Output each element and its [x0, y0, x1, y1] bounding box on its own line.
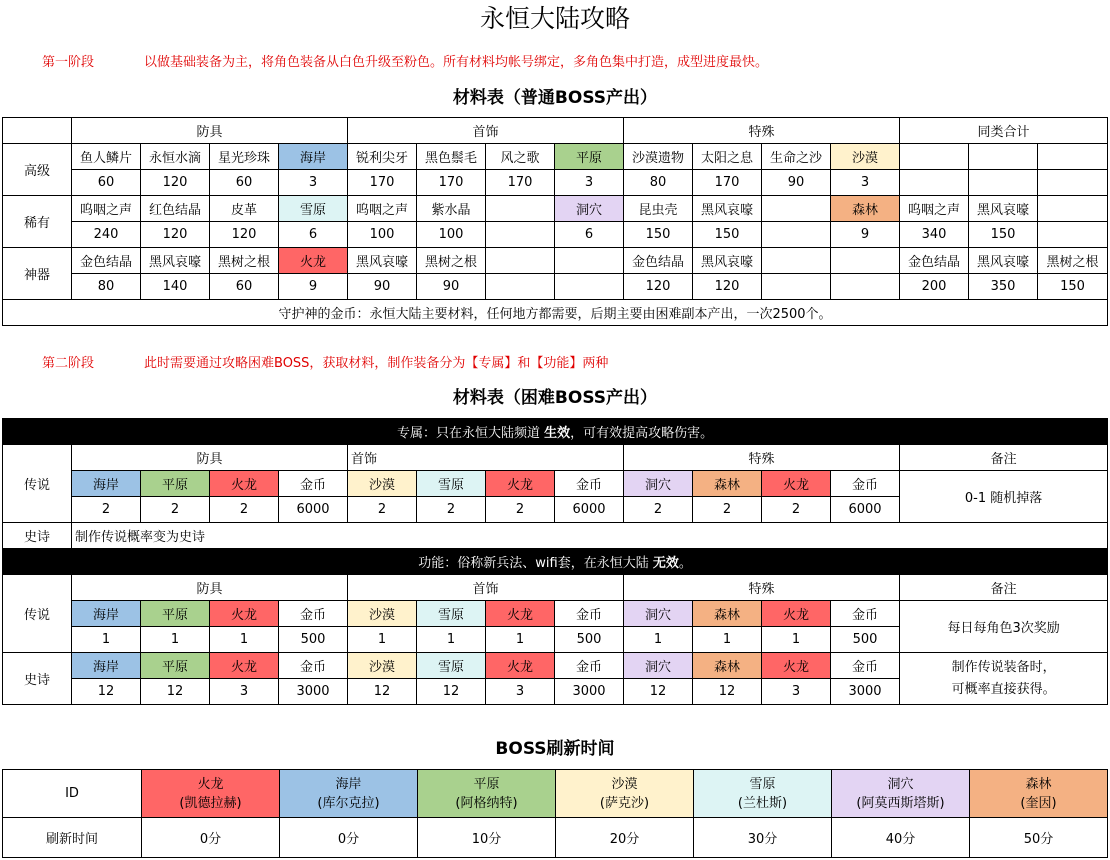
- material-value: 1: [210, 627, 279, 653]
- group-jewelry: 首饰: [348, 118, 624, 144]
- functional-legend-note: 每日每角色3次奖励: [900, 601, 1108, 653]
- stage1-label: 第一阶段: [42, 55, 95, 70]
- area-snow: 雪原: [417, 601, 486, 627]
- group-total: 同类合计: [900, 118, 1108, 144]
- boss-name: 平原: [473, 776, 500, 792]
- material-name: 黑色鬃毛: [417, 144, 486, 170]
- material-name: [555, 248, 624, 274]
- refresh-time: 40分: [832, 818, 970, 858]
- material-value: 6: [555, 222, 624, 248]
- group-armor: 防具: [72, 445, 348, 471]
- boss-sub: (库尔克拉): [317, 795, 380, 811]
- table1-footer: 守护神的金币：永恒大陆主要材料，任何地方都需要，后期主要由困难副本产出，一次2500个。: [3, 300, 1108, 326]
- material-value: 3: [555, 170, 624, 196]
- material-value: 170: [417, 170, 486, 196]
- gold-label: 金币: [555, 653, 624, 679]
- material-value: [762, 274, 831, 300]
- material-name: 太阳之息: [693, 144, 762, 170]
- material-value: 120: [141, 170, 210, 196]
- material-value: 9: [279, 274, 348, 300]
- boss-cave: [832, 770, 970, 818]
- refresh-time: 10分: [418, 818, 556, 858]
- material-value: 12: [624, 679, 693, 705]
- gold-label: 金币: [279, 471, 348, 497]
- material-value: 1: [762, 627, 831, 653]
- material-value: [900, 170, 969, 196]
- material-name: 红色结晶: [141, 196, 210, 222]
- material-value: 12: [348, 679, 417, 705]
- material-value: [831, 274, 900, 300]
- boss-sub: (凯德拉赫): [179, 795, 242, 811]
- exclusive-note: 0-1 随机掉落: [900, 471, 1108, 523]
- material-value: 170: [486, 170, 555, 196]
- refresh-time: 20分: [556, 818, 694, 858]
- table-row: [3, 144, 1108, 170]
- material-name: 皮革: [210, 196, 279, 222]
- functional-epic-note: [900, 653, 1108, 705]
- material-name: 生命之沙: [762, 144, 831, 170]
- material-value: 90: [762, 170, 831, 196]
- material-value: 240: [72, 222, 141, 248]
- group-special: 特殊: [624, 118, 900, 144]
- material-value: 500: [555, 627, 624, 653]
- area-desert: 沙漠: [348, 601, 417, 627]
- exclusive-banner: [3, 419, 1108, 445]
- gold-label: 金币: [831, 471, 900, 497]
- area-sea: 海岸: [72, 601, 141, 627]
- page-title: 永恒大陆攻略: [479, 4, 630, 33]
- material-value: 80: [72, 274, 141, 300]
- material-value: 12: [417, 679, 486, 705]
- table-row: [3, 196, 1108, 222]
- material-value: 60: [210, 274, 279, 300]
- material-value: 1: [348, 627, 417, 653]
- stage2-text: 此时需要通过攻略困难BOSS，获取材料，制作装备分为【专属】和【功能】两种: [144, 356, 609, 371]
- id-label: ID: [3, 770, 142, 818]
- material-name: 呜咽之声: [348, 196, 417, 222]
- corner-cell: [3, 118, 72, 144]
- boss-sub: (萨克沙): [599, 795, 650, 811]
- material-name: [831, 248, 900, 274]
- material-name: 黑树之根: [1038, 248, 1108, 274]
- material-name: 呜咽之声: [900, 196, 969, 222]
- area-fire-dragon: 火龙: [210, 653, 279, 679]
- material-name: 黑树之根: [210, 248, 279, 274]
- area-fire-dragon: 火龙: [486, 601, 555, 627]
- boss-desert: [556, 770, 694, 818]
- material-name: 金色结晶: [900, 248, 969, 274]
- material-value: 2: [417, 497, 486, 523]
- material-value: [1038, 170, 1108, 196]
- functional-banner-text-end: 。: [678, 556, 692, 571]
- material-value: 2: [624, 497, 693, 523]
- exclusive-epic-text: 制作传说概率变为史诗: [72, 523, 1108, 549]
- material-value: 90: [348, 274, 417, 300]
- functional-epic-label: 史诗: [3, 653, 72, 705]
- boss-sub: (阿莫西斯塔斯): [856, 795, 945, 811]
- material-value: 12: [141, 679, 210, 705]
- material-value: 120: [624, 274, 693, 300]
- exclusive-epic-label: 史诗: [3, 523, 72, 549]
- material-value: 500: [831, 627, 900, 653]
- refresh-time: 0分: [280, 818, 418, 858]
- material-name: 永恒水滴: [141, 144, 210, 170]
- material-name: [1038, 196, 1108, 222]
- material-value: 500: [279, 627, 348, 653]
- material-value: 340: [900, 222, 969, 248]
- table1-title: 材料表（普通BOSS产出）: [452, 88, 658, 108]
- boss-plain: [418, 770, 556, 818]
- material-value: 60: [72, 170, 141, 196]
- table-row: [3, 601, 1108, 627]
- material-value: 170: [693, 170, 762, 196]
- table-row: [3, 170, 1108, 196]
- area-snow: 雪原: [417, 471, 486, 497]
- boss-name: 沙漠: [611, 776, 638, 792]
- material-name: 沙漠遗物: [624, 144, 693, 170]
- area-sea: 海岸: [72, 471, 141, 497]
- material-value: 3: [210, 679, 279, 705]
- material-value: 100: [348, 222, 417, 248]
- table-row: [3, 222, 1108, 248]
- stage1-line: [42, 54, 1082, 72]
- refresh-time: 30分: [694, 818, 832, 858]
- area-cave: 洞穴: [624, 653, 693, 679]
- material-value: 3000: [831, 679, 900, 705]
- material-value: 170: [348, 170, 417, 196]
- group-armor: 防具: [72, 575, 348, 601]
- boss-name: 森林: [1025, 776, 1052, 792]
- area-sea: 海岸: [279, 144, 348, 170]
- material-value: [969, 170, 1038, 196]
- boss-name: 洞穴: [887, 776, 914, 792]
- material-value: 1: [693, 627, 762, 653]
- group-special: 特殊: [624, 575, 900, 601]
- area-snow: 雪原: [279, 196, 348, 222]
- area-fire-dragon: 火龙: [762, 601, 831, 627]
- material-name: 黑风哀嚎: [693, 196, 762, 222]
- area-fire-dragon: 火龙: [762, 653, 831, 679]
- material-name: 紫水晶: [417, 196, 486, 222]
- functional-banner-emphasis: 无效: [652, 556, 679, 571]
- material-value: 6000: [279, 497, 348, 523]
- boss-sub: (阿格纳特): [455, 795, 518, 811]
- material-value: [1038, 222, 1108, 248]
- area-fire-dragon: 火龙: [279, 248, 348, 274]
- table-row: [3, 770, 1108, 818]
- material-name: 黑树之根: [417, 248, 486, 274]
- material-name: [1038, 144, 1108, 170]
- table-row: [3, 274, 1108, 300]
- material-value: 120: [693, 274, 762, 300]
- area-plain: 平原: [555, 144, 624, 170]
- material-value: 1: [486, 627, 555, 653]
- material-name: 锐利尖牙: [348, 144, 417, 170]
- material-value: 150: [1038, 274, 1108, 300]
- material-value: 3000: [555, 679, 624, 705]
- normal-boss-table: [2, 117, 1108, 326]
- material-value: 350: [969, 274, 1038, 300]
- material-name: [486, 248, 555, 274]
- table-row: [3, 248, 1108, 274]
- material-value: 6000: [555, 497, 624, 523]
- exclusive-banner-text: 专属：只在永恒大陆频道: [397, 426, 545, 441]
- material-value: 80: [624, 170, 693, 196]
- material-name: 黑风哀嚎: [348, 248, 417, 274]
- material-value: 3: [279, 170, 348, 196]
- material-value: 140: [141, 274, 210, 300]
- group-special: 特殊: [624, 445, 900, 471]
- table-row: [3, 818, 1108, 858]
- exclusive-banner-emphasis: 生效: [544, 426, 571, 441]
- refresh-time-label: 刷新时间: [3, 818, 142, 858]
- gold-label: 金币: [279, 601, 348, 627]
- material-value: 2: [693, 497, 762, 523]
- stage2-label: 第二阶段: [42, 356, 95, 371]
- gold-label: 金币: [555, 601, 624, 627]
- material-value: 1: [72, 627, 141, 653]
- refresh-time: 50分: [970, 818, 1108, 858]
- material-value: 60: [210, 170, 279, 196]
- functional-banner-text: 功能：俗称新兵法、wifi套，在永恒大陆: [418, 556, 653, 571]
- material-value: 120: [141, 222, 210, 248]
- material-name: 黑风哀嚎: [141, 248, 210, 274]
- material-value: 90: [417, 274, 486, 300]
- group-armor: 防具: [72, 118, 348, 144]
- material-name: 黑风哀嚎: [969, 196, 1038, 222]
- material-value: 6000: [831, 497, 900, 523]
- area-snow: 雪原: [417, 653, 486, 679]
- material-value: 150: [693, 222, 762, 248]
- material-value: 2: [762, 497, 831, 523]
- area-fire-dragon: 火龙: [486, 653, 555, 679]
- refresh-time: 0分: [142, 818, 280, 858]
- boss-name: 火龙: [197, 776, 224, 792]
- material-value: 2: [141, 497, 210, 523]
- material-value: [555, 274, 624, 300]
- boss-sub: (兰杜斯): [737, 795, 788, 811]
- material-name: 昆虫壳: [624, 196, 693, 222]
- material-name: 黑风哀嚎: [969, 248, 1038, 274]
- exclusive-legend-label: 传说: [3, 445, 72, 523]
- material-value: 100: [417, 222, 486, 248]
- area-forest: 森林: [693, 653, 762, 679]
- area-sea: 海岸: [72, 653, 141, 679]
- stage1-text: 以做基础装备为主，将角色装备从白色升级至粉色。所有材料均帐号绑定，多角色集中打造，成型进度最快。: [144, 55, 769, 70]
- material-name: 金色结晶: [624, 248, 693, 274]
- material-value: 150: [969, 222, 1038, 248]
- area-fire-dragon: 火龙: [210, 471, 279, 497]
- material-value: 3: [762, 679, 831, 705]
- material-value: [486, 274, 555, 300]
- material-name: [900, 144, 969, 170]
- table-row: [3, 471, 1108, 497]
- material-value: 3: [831, 170, 900, 196]
- group-jewelry: 首饰: [348, 575, 624, 601]
- gold-label: 金币: [555, 471, 624, 497]
- area-fire-dragon: 火龙: [762, 471, 831, 497]
- material-value: 3: [486, 679, 555, 705]
- material-name: 黑风哀嚎: [693, 248, 762, 274]
- group-jewelry: 首饰: [348, 445, 624, 471]
- material-value: 120: [210, 222, 279, 248]
- material-value: [762, 222, 831, 248]
- table2-title: 材料表（困难BOSS产出）: [452, 388, 658, 408]
- material-name: 金色结晶: [72, 248, 141, 274]
- material-value: 2: [210, 497, 279, 523]
- boss-name: 海岸: [335, 776, 362, 792]
- area-forest: 森林: [693, 601, 762, 627]
- material-name: [762, 248, 831, 274]
- area-plain: 平原: [141, 601, 210, 627]
- material-name: 呜咽之声: [72, 196, 141, 222]
- area-desert: 沙漠: [831, 144, 900, 170]
- area-plain: 平原: [141, 471, 210, 497]
- boss-name: 雪原: [749, 776, 776, 792]
- area-cave: 洞穴: [624, 601, 693, 627]
- row-label-high: 高级: [3, 144, 72, 196]
- material-name: 星光珍珠: [210, 144, 279, 170]
- group-note: 备注: [900, 575, 1108, 601]
- epic-note-line-2: 可概率直接获得。: [951, 681, 1056, 697]
- area-cave: 洞穴: [555, 196, 624, 222]
- material-value: 12: [693, 679, 762, 705]
- boss-sub: (奎因): [1020, 795, 1057, 811]
- material-value: 200: [900, 274, 969, 300]
- area-forest: 森林: [831, 196, 900, 222]
- material-value: 3000: [279, 679, 348, 705]
- group-note: 备注: [900, 445, 1108, 471]
- area-fire-dragon: 火龙: [486, 471, 555, 497]
- material-value: 1: [141, 627, 210, 653]
- boss-refresh-table: [2, 769, 1108, 858]
- material-value: 150: [624, 222, 693, 248]
- material-name: [486, 196, 555, 222]
- stage2-line: [42, 355, 1082, 373]
- epic-note-line-1: 制作传说装备时，: [951, 659, 1056, 675]
- functional-legend-label: 传说: [3, 575, 72, 653]
- boss-forest: [970, 770, 1108, 818]
- area-fire-dragon: 火龙: [210, 601, 279, 627]
- boss-sea: [280, 770, 418, 818]
- boss-snow: [694, 770, 832, 818]
- boss-fire-dragon: [142, 770, 280, 818]
- table3-title: BOSS刷新时间: [495, 739, 615, 759]
- material-value: 6: [279, 222, 348, 248]
- table-row: [3, 653, 1108, 679]
- material-name: [762, 196, 831, 222]
- area-desert: 沙漠: [348, 653, 417, 679]
- material-name: 鱼人鳞片: [72, 144, 141, 170]
- material-name: [969, 144, 1038, 170]
- gold-label: 金币: [831, 653, 900, 679]
- material-value: 1: [624, 627, 693, 653]
- row-label-artifact: 神器: [3, 248, 72, 300]
- material-value: 2: [72, 497, 141, 523]
- material-value: 2: [486, 497, 555, 523]
- area-forest: 森林: [693, 471, 762, 497]
- material-value: 2: [348, 497, 417, 523]
- material-name: 风之歌: [486, 144, 555, 170]
- area-desert: 沙漠: [348, 471, 417, 497]
- material-value: 12: [72, 679, 141, 705]
- functional-banner: [3, 549, 1108, 575]
- hard-boss-table: [2, 418, 1108, 705]
- material-value: [486, 222, 555, 248]
- exclusive-banner-text-end: ，可有效提高攻略伤害。: [570, 426, 714, 441]
- gold-label: 金币: [279, 653, 348, 679]
- area-plain: 平原: [141, 653, 210, 679]
- gold-label: 金币: [831, 601, 900, 627]
- material-value: 9: [831, 222, 900, 248]
- area-cave: 洞穴: [624, 471, 693, 497]
- row-label-rare: 稀有: [3, 196, 72, 248]
- material-value: 1: [417, 627, 486, 653]
